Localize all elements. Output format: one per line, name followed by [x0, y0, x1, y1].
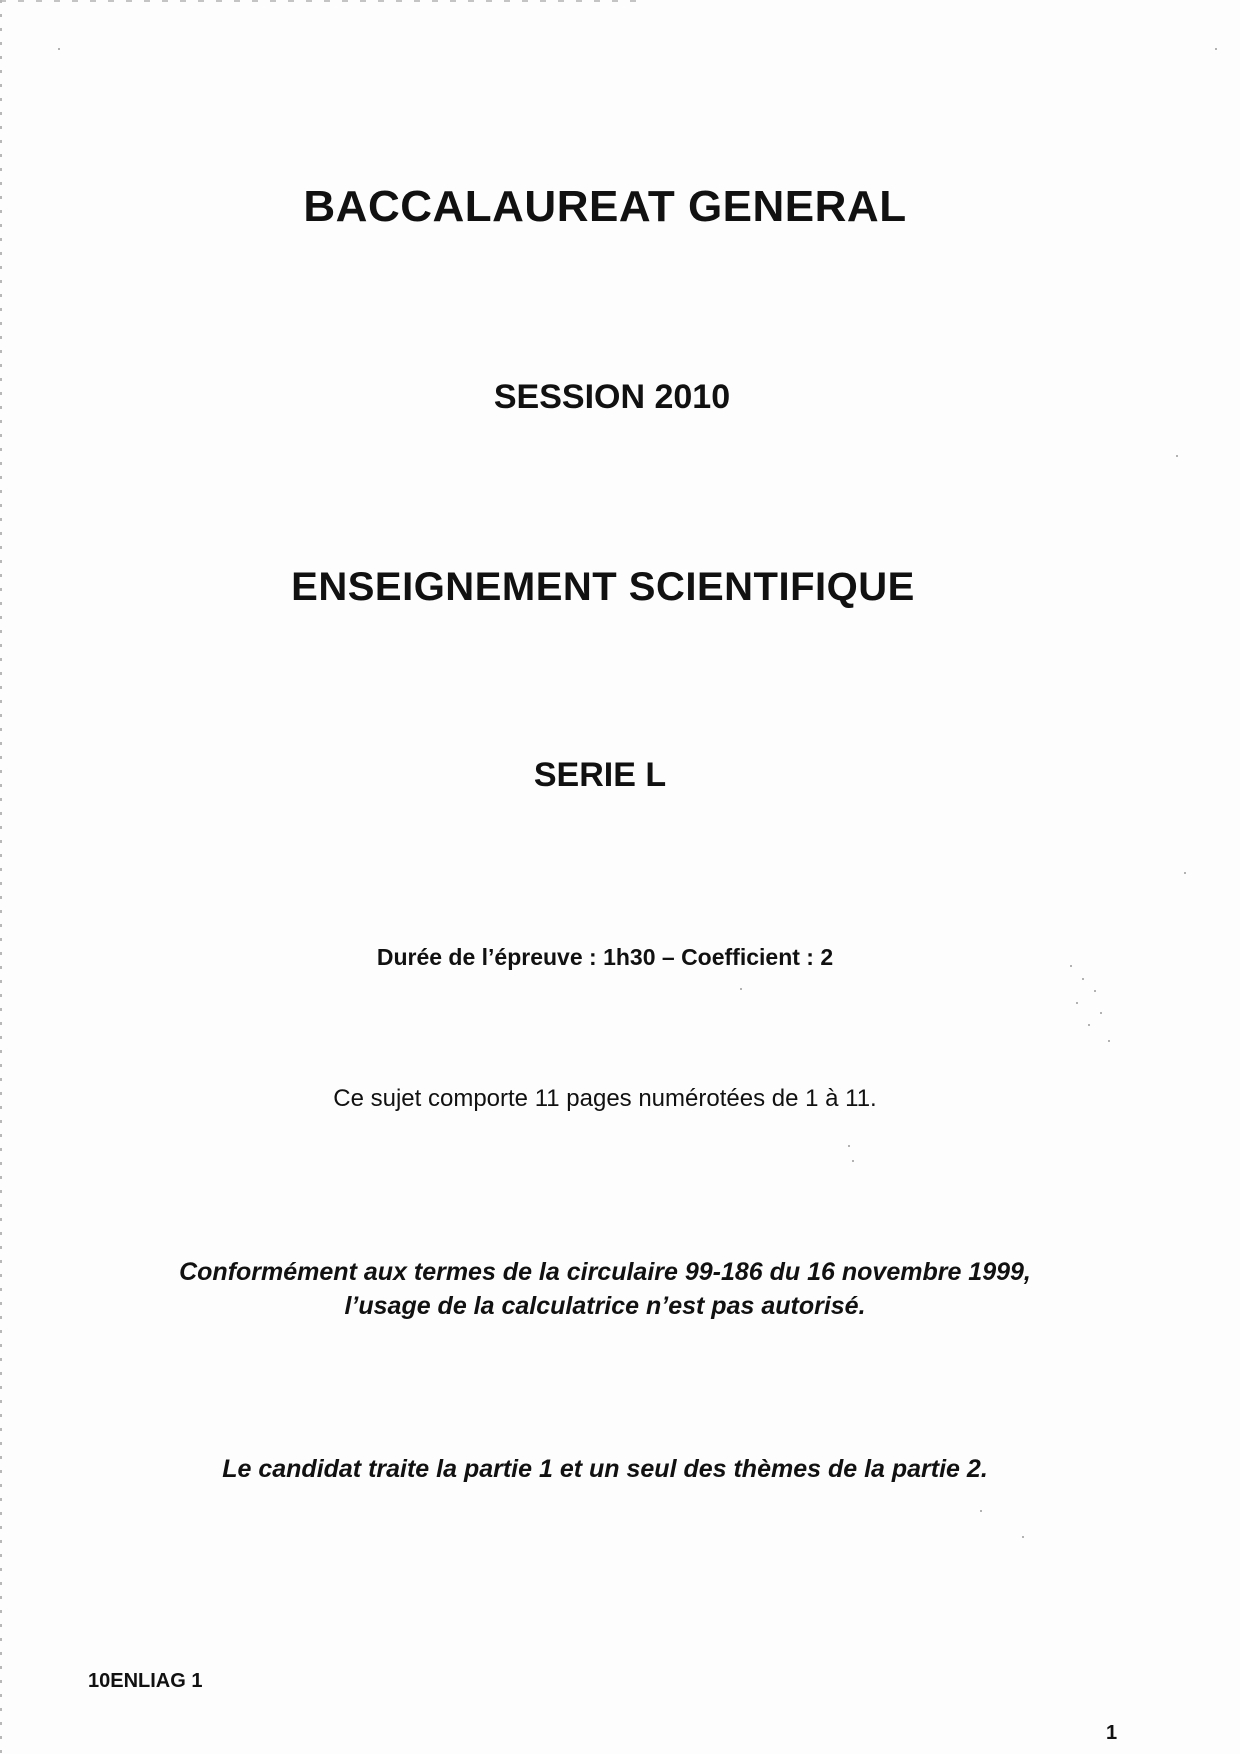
candidate-instruction: Le candidat traite la partie 1 et un seul des thèmes de la partie 2.	[222, 1455, 988, 1483]
scan-speckle	[1184, 872, 1186, 874]
scan-speckle	[848, 1145, 850, 1147]
calculator-notice-line-2: l’usage de la calculatrice n’est pas autorisé.	[344, 1292, 866, 1320]
exam-code: 10ENLIAG 1	[88, 1670, 203, 1692]
exam-page-count: Ce sujet comporte 11 pages numérotées de 1 à 11.	[333, 1085, 877, 1112]
scan-speckle	[1082, 978, 1084, 980]
scan-speckle	[852, 1160, 854, 1162]
scan-speckle	[980, 1510, 982, 1512]
exam-serie: SERIE L	[533, 756, 667, 794]
scan-speckle	[1094, 990, 1096, 992]
scan-speckle	[1070, 965, 1072, 967]
scan-speckle	[1215, 48, 1217, 50]
scan-speckle	[1176, 455, 1178, 457]
scan-speckle	[58, 48, 60, 50]
scan-speckle	[1088, 1024, 1090, 1026]
scan-speckle	[740, 988, 742, 990]
calculator-notice	[0, 1255, 1225, 1323]
scan-speckle	[1022, 1536, 1024, 1538]
exam-subject: ENSEIGNEMENT SCIENTIFIQUE	[291, 565, 915, 609]
scan-speckle	[1100, 1012, 1102, 1014]
calculator-notice-line-1: Conformément aux termes de la circulaire 99-186 du 16 novembre 1999,	[179, 1258, 1031, 1286]
scan-speckle	[1108, 1040, 1110, 1042]
exam-duration: Durée de l’épreuve : 1h30 – Coefficient : 2	[376, 944, 834, 970]
scan-speckle	[1076, 1002, 1078, 1004]
exam-session: SESSION 2010	[493, 378, 731, 416]
exam-title: BACCALAUREAT GENERAL	[303, 182, 907, 231]
scan-left-edge	[0, 0, 2, 1754]
page-number: 1	[1106, 1722, 1118, 1744]
scan-top-edge	[0, 0, 640, 2]
